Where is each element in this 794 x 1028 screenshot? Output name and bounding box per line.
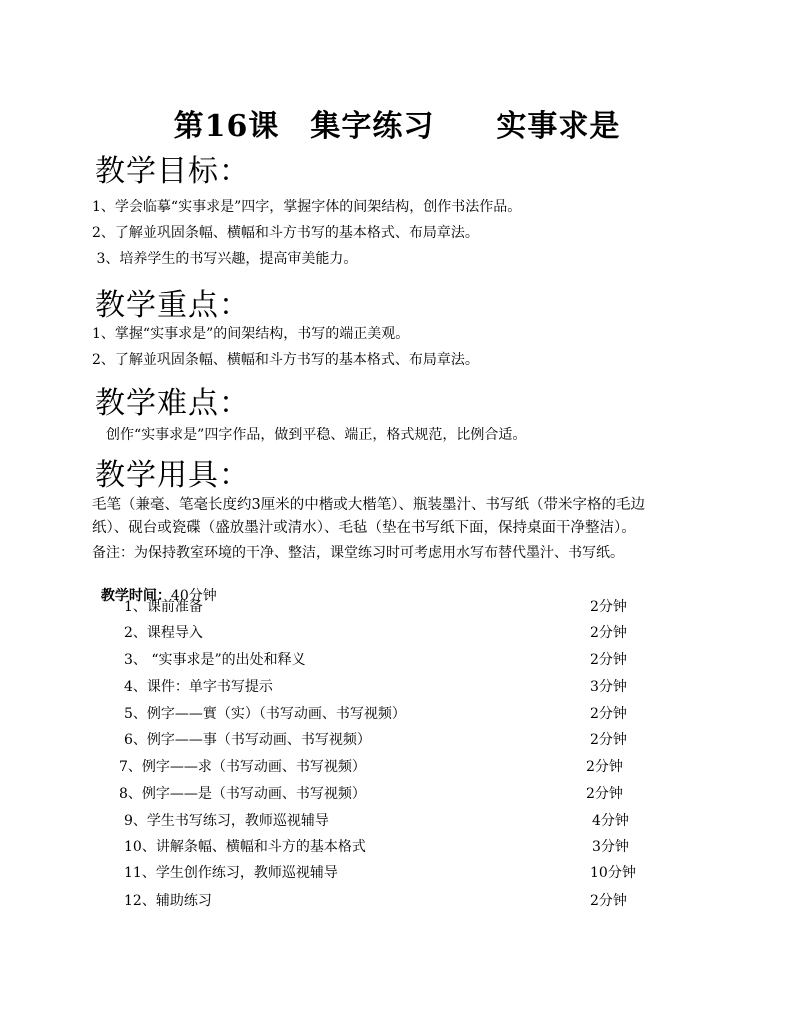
schedule-label: 3、 “实事求是”的出处和释义	[124, 652, 306, 668]
schedule-label: 7、例字——求（书写动画、书写视频）	[119, 759, 366, 775]
schedule-duration: 10分钟	[590, 865, 636, 881]
schedule-duration: 4分钟	[592, 813, 629, 829]
schedule-label: 11、学生创作练习，教师巡视辅导	[124, 865, 338, 881]
key-point-item: 2、了解並巩固条幅、横幅和斗方书写的基本格式、布局章法。	[92, 352, 479, 368]
schedule-duration: 2分钟	[590, 893, 627, 909]
objective-item: 3、培养学生的书写兴趣，提高审美能力。	[92, 251, 358, 267]
schedule-label: 8、例字——是（书写动画、书写视频）	[119, 786, 366, 802]
key-point-item: 1、掌握“实事求是”的间架结构，书写的端正美观。	[92, 326, 410, 342]
objective-item: 2、了解並巩固条幅、横幅和斗方书写的基本格式、布局章法。	[92, 225, 479, 241]
schedule-duration: 2分钟	[590, 599, 627, 615]
teaching-time-value: 40分钟	[170, 588, 217, 604]
objective-item: 1、学会临摹“实事求是”四字，掌握字体的间架结构，创作书法作品。	[92, 199, 522, 215]
schedule-label: 2、课程导入	[124, 625, 203, 641]
schedule-label: 6、例字——事（书写动画、书写视频）	[124, 732, 371, 748]
schedule-label: 1、课前准备	[124, 599, 203, 615]
schedule-duration: 2分钟	[590, 706, 627, 722]
schedule-duration: 2分钟	[590, 652, 627, 668]
schedule-label: 4、课件：单字书写提示	[124, 679, 273, 695]
schedule-label: 10、讲解条幅、横幅和斗方的基本格式	[124, 839, 366, 855]
schedule-label: 9、学生书写练习，教师巡视辅导	[124, 813, 329, 829]
schedule-duration: 2分钟	[586, 759, 623, 775]
page-title: 第16课 集字练习 实事求是	[173, 109, 621, 144]
schedule-label: 5、例字——實（实）（书写动画、书写视频）	[124, 706, 406, 722]
tools-line: 毛笔（兼毫、笔毫长度约3厘米的中楷或大楷笔）、瓶装墨汁、书写纸（带米字格的毛边	[92, 497, 645, 513]
schedule-duration: 3分钟	[590, 679, 627, 695]
schedule-duration: 3分钟	[592, 839, 629, 855]
difficulty-item: 创作“实事求是”四字作品，做到平稳、端正，格式规范，比例合适。	[106, 427, 527, 443]
schedule-label: 12、辅助练习	[124, 893, 212, 909]
objectives-heading: 教学目标：	[95, 154, 250, 189]
difficulties-heading: 教学难点：	[95, 386, 250, 421]
schedule-duration: 2分钟	[590, 625, 627, 641]
tools-line: 纸）、砚台或瓷碟（盛放墨汁或清水）、毛毡（垫在书写纸下面，保持桌面干净整洁）。	[92, 520, 636, 536]
schedule-duration: 2分钟	[590, 732, 627, 748]
schedule-duration: 2分钟	[586, 786, 623, 802]
tools-heading: 教学用具：	[95, 458, 250, 493]
teaching-time-label: 教学时间：	[100, 588, 171, 604]
key-points-heading: 教学重点：	[95, 288, 250, 323]
tools-note: 备注：为保持教室环境的干净、整洁，课堂练习时可考虑用水写布替代墨汁、书写纸。	[92, 545, 624, 561]
